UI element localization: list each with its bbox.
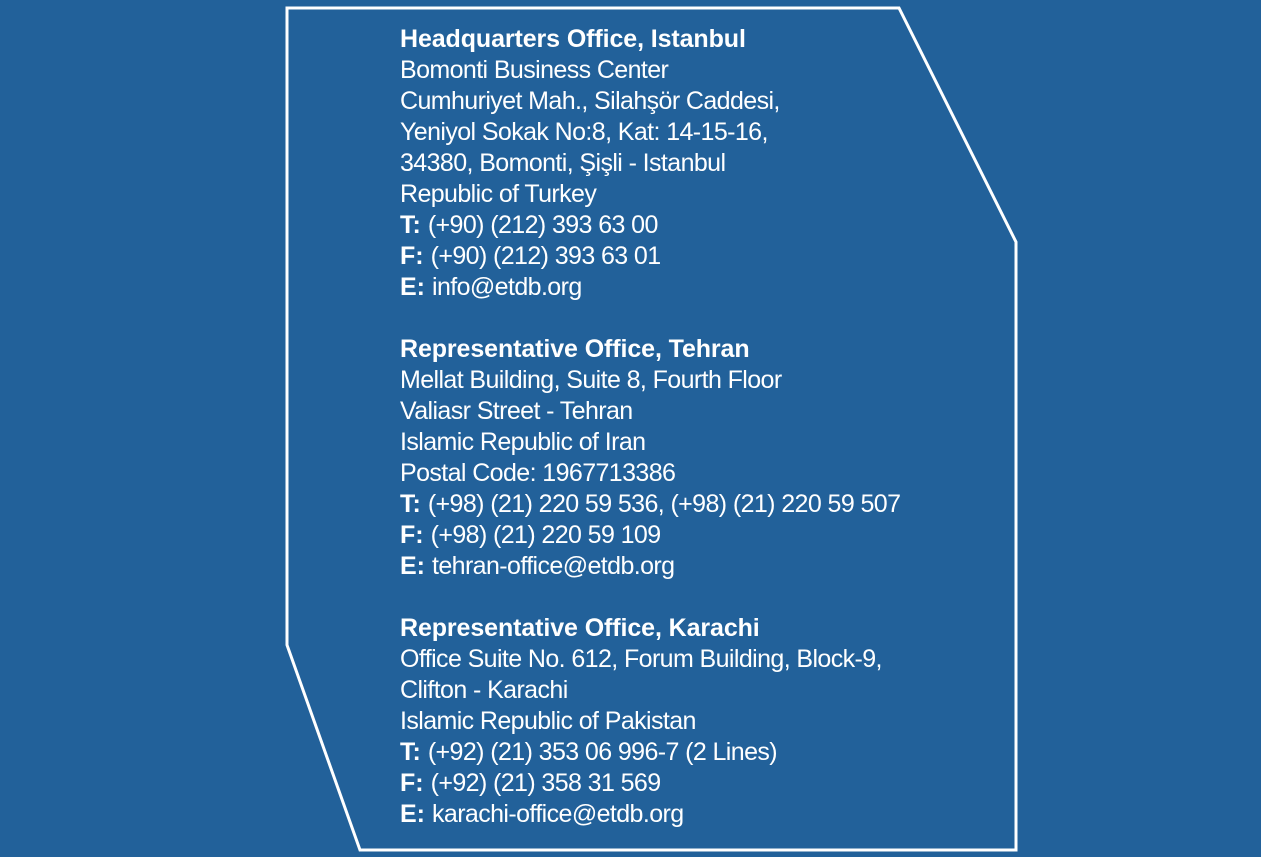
fax-label: F: xyxy=(400,521,424,549)
email-label: E: xyxy=(400,800,425,828)
phone-line xyxy=(400,737,1020,768)
office-tehran xyxy=(400,334,1020,582)
office-title: Headquarters Office, Istanbul xyxy=(400,25,746,53)
fax-value: (+98) (21) 220 59 109 xyxy=(430,521,661,549)
email-link[interactable]: karachi-office@etdb.org xyxy=(432,800,684,828)
address-line: Bomonti Business Center xyxy=(400,56,669,84)
phone-value: (+98) (21) 220 59 536, (+98) (21) 220 59 507 xyxy=(427,490,901,518)
email-line xyxy=(400,272,1020,303)
email-label: E: xyxy=(400,552,425,580)
address-line: Postal Code: 1967713386 xyxy=(400,459,676,487)
fax-line xyxy=(400,520,1020,551)
address-line: 34380, Bomonti, Şişli - Istanbul xyxy=(400,149,726,177)
address-line: Mellat Building, Suite 8, Fourth Floor xyxy=(400,366,782,394)
fax-line xyxy=(400,768,1020,799)
address-line: Valiasr Street - Tehran xyxy=(400,397,633,425)
office-list xyxy=(400,24,1020,830)
email-link[interactable]: tehran-office@etdb.org xyxy=(432,552,675,580)
address-line: Islamic Republic of Pakistan xyxy=(400,707,696,735)
email-label: E: xyxy=(400,273,425,301)
fax-value: (+92) (21) 358 31 569 xyxy=(430,769,661,797)
address-line: Yeniyol Sokak No:8, Kat: 14-15-16, xyxy=(400,118,768,146)
address-line: Clifton - Karachi xyxy=(400,676,568,704)
office-istanbul xyxy=(400,24,1020,303)
address-line: Islamic Republic of Iran xyxy=(400,428,646,456)
email-line xyxy=(400,551,1020,582)
email-link[interactable]: info@etdb.org xyxy=(432,273,582,301)
phone-line xyxy=(400,489,1020,520)
office-karachi xyxy=(400,613,1020,830)
address-line: Office Suite No. 612, Forum Building, Block-9, xyxy=(400,645,882,673)
office-title: Representative Office, Tehran xyxy=(400,335,750,363)
fax-value: (+90) (212) 393 63 01 xyxy=(430,242,661,270)
address-line: Republic of Turkey xyxy=(400,180,597,208)
email-line xyxy=(400,799,1020,830)
phone-line xyxy=(400,210,1020,241)
address-line: Cumhuriyet Mah., Silahşör Caddesi, xyxy=(400,87,780,115)
phone-value: (+90) (212) 393 63 00 xyxy=(427,211,658,239)
phone-label: T: xyxy=(400,490,421,518)
fax-line xyxy=(400,241,1020,272)
phone-label: T: xyxy=(400,738,421,766)
office-title: Representative Office, Karachi xyxy=(400,614,760,642)
phone-label: T: xyxy=(400,211,421,239)
phone-value: (+92) (21) 353 06 996-7 (2 Lines) xyxy=(427,738,777,766)
fax-label: F: xyxy=(400,242,424,270)
fax-label: F: xyxy=(400,769,424,797)
